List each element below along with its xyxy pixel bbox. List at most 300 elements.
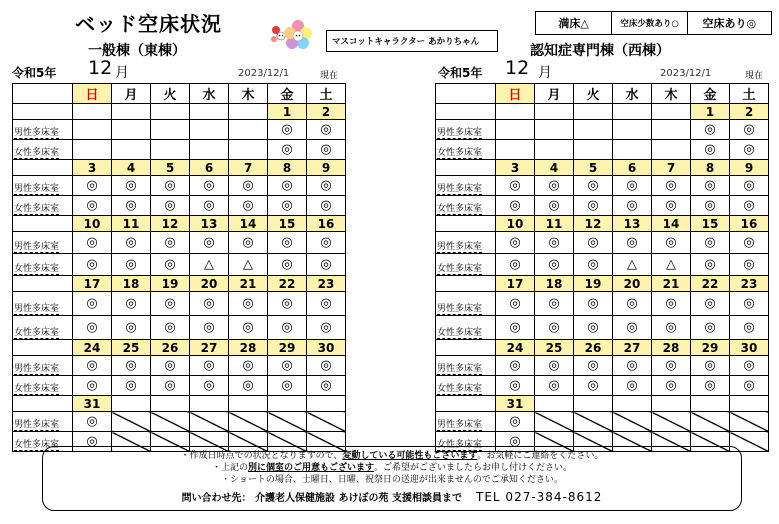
notice-text: ・作成日時点での状況となりますので、 <box>180 451 343 461</box>
room-label-text: 女性多床室 <box>437 384 483 394</box>
weekday-header: 月 <box>535 84 574 104</box>
date-cell: 4 <box>535 160 574 176</box>
room-label <box>13 412 73 432</box>
male-room-row <box>13 292 346 316</box>
availability-cell: △ <box>652 254 691 276</box>
date-cell: 20 <box>190 276 229 292</box>
date-cell: 7 <box>652 160 691 176</box>
room-label-text: 男性多床室 <box>437 128 483 138</box>
female-room-row <box>436 376 769 396</box>
room-label <box>436 412 496 432</box>
female-room-row <box>13 316 346 340</box>
page-title: ベッド空床状況 <box>75 12 222 36</box>
availability-cell: ◎ <box>535 356 574 376</box>
availability-cell: ◎ <box>574 176 613 196</box>
availability-cell <box>652 120 691 140</box>
availability-cell: ◎ <box>268 356 307 376</box>
date-cell <box>496 104 535 120</box>
availability-cell: ◎ <box>691 176 730 196</box>
female-room-row <box>436 316 769 340</box>
male-room-row <box>13 412 346 432</box>
availability-cell: ◎ <box>613 316 652 340</box>
male-room-row <box>436 356 769 376</box>
availability-cell: ◎ <box>307 292 346 316</box>
availability-cell <box>73 140 112 160</box>
month-number: 12 <box>505 57 530 79</box>
weekday-header: 火 <box>574 84 613 104</box>
date-cell: 14 <box>229 216 268 232</box>
date-row-blank <box>13 160 73 176</box>
availability-cell: ◎ <box>190 176 229 196</box>
date-cell: 15 <box>691 216 730 232</box>
availability-cell <box>496 120 535 140</box>
notice-line-3: ・ショートの場合、土曜日、日曜、祝祭日の送迎が出来ませんのでご承知ください。 <box>221 475 563 485</box>
weekday-header: 木 <box>229 84 268 104</box>
availability-cell: ◎ <box>613 356 652 376</box>
date-cell: 22 <box>268 276 307 292</box>
availability-cell: ◎ <box>151 254 190 276</box>
availability-cell: ◎ <box>229 316 268 340</box>
date-cell: 26 <box>574 340 613 356</box>
unavailable-cell <box>613 412 652 432</box>
availability-cell <box>73 120 112 140</box>
date-cell: 31 <box>496 396 535 412</box>
availability-cell: △ <box>229 254 268 276</box>
room-label <box>436 196 496 216</box>
availability-cell: ◎ <box>307 376 346 396</box>
mascot-flower-icon <box>268 16 326 54</box>
female-room-row <box>436 140 769 160</box>
notice-text: ・上記の <box>211 463 248 473</box>
date-cell: 23 <box>730 276 769 292</box>
date-row-blank <box>13 396 73 412</box>
date-cell: 17 <box>73 276 112 292</box>
room-label <box>13 316 73 340</box>
room-label <box>13 254 73 276</box>
date-cell <box>229 396 268 412</box>
availability-cell: ◎ <box>730 356 769 376</box>
room-label-text: 女性多床室 <box>14 148 60 158</box>
date-cell: 18 <box>535 276 574 292</box>
availability-cell: ◎ <box>307 316 346 340</box>
weekday-header: 月 <box>112 84 151 104</box>
unavailable-cell <box>652 412 691 432</box>
availability-cell: ◎ <box>496 232 535 254</box>
date-cell: 23 <box>307 276 346 292</box>
availability-cell: ◎ <box>229 376 268 396</box>
date-row-blank <box>436 160 496 176</box>
female-room-row <box>436 196 769 216</box>
availability-cell: ◎ <box>73 292 112 316</box>
room-label-text: 男性多床室 <box>437 242 483 252</box>
weekday-header: 日 <box>73 84 112 104</box>
date-cell: 4 <box>112 160 151 176</box>
availability-cell <box>613 140 652 160</box>
date-cell: 28 <box>652 340 691 356</box>
availability-cell: ◎ <box>112 316 151 340</box>
room-label <box>436 176 496 196</box>
availability-cell: ◎ <box>613 292 652 316</box>
availability-cell: ◎ <box>730 176 769 196</box>
availability-cell: ◎ <box>652 356 691 376</box>
date-cell: 5 <box>151 160 190 176</box>
availability-cell: ◎ <box>229 356 268 376</box>
date-row-blank <box>436 104 496 120</box>
date-row <box>13 104 346 120</box>
availability-cell: ◎ <box>652 292 691 316</box>
availability-cell: ◎ <box>307 140 346 160</box>
date-label: 2023/12/1 <box>660 68 712 79</box>
date-cell: 14 <box>652 216 691 232</box>
availability-cell: ◎ <box>307 356 346 376</box>
date-cell <box>574 104 613 120</box>
availability-cell: ◎ <box>307 254 346 276</box>
date-row <box>13 160 346 176</box>
date-cell: 19 <box>574 276 613 292</box>
date-cell: 19 <box>151 276 190 292</box>
date-cell: 9 <box>307 160 346 176</box>
header-blank-cell <box>13 84 73 104</box>
date-cell: 27 <box>613 340 652 356</box>
room-label-text: 男性多床室 <box>437 420 483 430</box>
availability-cell: ◎ <box>496 432 535 452</box>
availability-cell: ◎ <box>574 376 613 396</box>
availability-cell: ◎ <box>496 412 535 432</box>
weekday-header: 土 <box>307 84 346 104</box>
availability-cell: ◎ <box>574 356 613 376</box>
availability-cell: ◎ <box>307 196 346 216</box>
availability-cell: ◎ <box>535 254 574 276</box>
date-row <box>436 276 769 292</box>
room-label-text: 女性多床室 <box>14 440 60 450</box>
availability-cell: ◎ <box>229 176 268 196</box>
availability-cell <box>151 140 190 160</box>
date-cell: 30 <box>307 340 346 356</box>
room-label <box>13 376 73 396</box>
availability-cell: ◎ <box>730 376 769 396</box>
availability-cell: ◎ <box>574 232 613 254</box>
male-room-row <box>436 232 769 254</box>
availability-cell: ◎ <box>652 316 691 340</box>
date-cell: 1 <box>268 104 307 120</box>
availability-cell: ◎ <box>496 376 535 396</box>
availability-cell: ◎ <box>730 292 769 316</box>
date-cell: 21 <box>652 276 691 292</box>
availability-cell: ◎ <box>613 196 652 216</box>
female-room-row <box>13 254 346 276</box>
date-cell: 21 <box>229 276 268 292</box>
legend-box <box>535 11 772 35</box>
date-cell <box>307 396 346 412</box>
weekday-header: 金 <box>691 84 730 104</box>
availability-cell: ◎ <box>229 232 268 254</box>
availability-cell: ◎ <box>268 316 307 340</box>
availability-cell: ◎ <box>73 412 112 432</box>
availability-cell: ◎ <box>73 196 112 216</box>
availability-cell: ◎ <box>151 232 190 254</box>
date-cell: 12 <box>574 216 613 232</box>
availability-cell <box>574 120 613 140</box>
room-label-text: 女性多床室 <box>437 204 483 214</box>
date-cell: 10 <box>496 216 535 232</box>
female-room-row <box>13 140 346 160</box>
era-label: 令和5年 <box>438 66 483 80</box>
date-cell: 11 <box>112 216 151 232</box>
date-cell: 30 <box>730 340 769 356</box>
notice-box <box>42 446 742 511</box>
availability-cell: ◎ <box>652 196 691 216</box>
availability-cell: ◎ <box>190 356 229 376</box>
availability-cell: ◎ <box>73 432 112 452</box>
availability-cell: ◎ <box>652 176 691 196</box>
availability-cell: ◎ <box>535 176 574 196</box>
weekday-header-row <box>13 84 346 104</box>
room-label <box>13 232 73 254</box>
unavailable-cell <box>190 412 229 432</box>
male-room-row <box>13 232 346 254</box>
date-cell: 25 <box>535 340 574 356</box>
availability-cell: ◎ <box>496 292 535 316</box>
notice-text: 。お気軽にご連絡をください。 <box>477 451 604 461</box>
availability-cell: ◎ <box>151 356 190 376</box>
availability-cell: ◎ <box>691 120 730 140</box>
date-cell: 16 <box>730 216 769 232</box>
room-label <box>436 120 496 140</box>
mascot-label: マスコットキャラクター あかりちゃん <box>326 30 498 52</box>
availability-cell <box>229 120 268 140</box>
availability-cell: ◎ <box>73 376 112 396</box>
availability-cell: ◎ <box>73 316 112 340</box>
date-cell: 31 <box>73 396 112 412</box>
availability-cell: ◎ <box>151 376 190 396</box>
room-label <box>13 196 73 216</box>
availability-cell: ◎ <box>691 292 730 316</box>
date-row-blank <box>13 276 73 292</box>
male-room-row <box>436 120 769 140</box>
unavailable-cell <box>112 412 151 432</box>
male-room-row <box>436 292 769 316</box>
availability-cell <box>535 120 574 140</box>
male-room-row <box>436 176 769 196</box>
weekday-header: 火 <box>151 84 190 104</box>
availability-cell: ◎ <box>307 232 346 254</box>
availability-cell: ◎ <box>112 292 151 316</box>
availability-cell: ◎ <box>268 120 307 140</box>
availability-cell: ◎ <box>112 176 151 196</box>
availability-cell: ◎ <box>73 232 112 254</box>
date-cell: 17 <box>496 276 535 292</box>
month-number: 12 <box>88 57 113 79</box>
date-cell: 9 <box>730 160 769 176</box>
availability-cell: ◎ <box>190 376 229 396</box>
unavailable-cell <box>307 412 346 432</box>
availability-cell: ◎ <box>151 176 190 196</box>
date-cell: 10 <box>73 216 112 232</box>
legend-few: 空床少数あり○ <box>612 12 687 34</box>
availability-cell <box>190 140 229 160</box>
contact-text: 問い合わせ先： 介護老人保健施設 あけぼの苑 支援相談員まで <box>181 493 463 504</box>
date-cell: 27 <box>190 340 229 356</box>
availability-cell: ◎ <box>730 196 769 216</box>
unavailable-cell <box>535 412 574 432</box>
notice-emphasis: 別に個室のご用意もございます <box>247 463 374 473</box>
date-cell: 6 <box>190 160 229 176</box>
east-calendar <box>12 83 346 452</box>
availability-cell: ◎ <box>112 356 151 376</box>
availability-cell <box>652 140 691 160</box>
availability-cell <box>574 140 613 160</box>
female-room-row <box>436 254 769 276</box>
room-label <box>13 140 73 160</box>
date-row <box>436 340 769 356</box>
room-label <box>436 254 496 276</box>
date-cell <box>112 104 151 120</box>
availability-cell: ◎ <box>190 316 229 340</box>
date-cell <box>535 104 574 120</box>
date-cell: 24 <box>73 340 112 356</box>
male-room-row <box>13 120 346 140</box>
availability-cell: ◎ <box>190 292 229 316</box>
date-cell <box>151 104 190 120</box>
legend-full: 満床△ <box>536 12 612 34</box>
as-of-label: 現在 <box>320 71 339 81</box>
date-row-blank <box>436 396 496 412</box>
date-cell <box>613 396 652 412</box>
date-cell <box>73 104 112 120</box>
room-label-text: 男性多床室 <box>14 242 60 252</box>
availability-cell: ◎ <box>574 196 613 216</box>
room-label-text: 女性多床室 <box>14 264 60 274</box>
notice-line-2 <box>43 462 741 474</box>
availability-cell: △ <box>190 254 229 276</box>
availability-cell: ◎ <box>691 196 730 216</box>
room-label <box>436 232 496 254</box>
date-cell: 3 <box>73 160 112 176</box>
date-label: 2023/12/1 <box>238 68 290 79</box>
date-cell <box>574 396 613 412</box>
availability-cell: ◎ <box>730 316 769 340</box>
availability-cell: ◎ <box>730 254 769 276</box>
date-cell: 26 <box>151 340 190 356</box>
availability-cell: ◎ <box>691 316 730 340</box>
availability-cell: △ <box>613 254 652 276</box>
unavailable-cell <box>574 412 613 432</box>
date-row <box>13 396 346 412</box>
male-room-row <box>13 356 346 376</box>
date-cell: 29 <box>268 340 307 356</box>
availability-cell: ◎ <box>112 196 151 216</box>
availability-cell: ◎ <box>73 356 112 376</box>
unavailable-cell <box>730 412 769 432</box>
room-label <box>436 376 496 396</box>
availability-cell: ◎ <box>691 254 730 276</box>
date-cell <box>190 396 229 412</box>
room-label-text: 女性多床室 <box>14 328 60 338</box>
availability-cell: ◎ <box>73 176 112 196</box>
as-of-label: 現在 <box>745 71 764 81</box>
room-label <box>436 140 496 160</box>
date-row <box>436 160 769 176</box>
notice-text: 。ご希望がございましたらお申し付けください。 <box>374 463 573 473</box>
weekday-header: 金 <box>268 84 307 104</box>
room-label-text: 男性多床室 <box>437 364 483 374</box>
room-label-text: 男性多床室 <box>14 364 60 374</box>
date-row-blank <box>436 340 496 356</box>
availability-cell: ◎ <box>496 356 535 376</box>
east-ward-title: 一般棟（東棟） <box>88 43 186 59</box>
date-cell: 2 <box>307 104 346 120</box>
availability-cell: ◎ <box>151 292 190 316</box>
availability-cell: ◎ <box>268 140 307 160</box>
date-cell <box>190 104 229 120</box>
availability-cell: ◎ <box>190 232 229 254</box>
date-row <box>13 340 346 356</box>
weekday-header: 土 <box>730 84 769 104</box>
date-cell: 25 <box>112 340 151 356</box>
availability-cell: ◎ <box>268 376 307 396</box>
date-cell: 13 <box>613 216 652 232</box>
date-row <box>436 104 769 120</box>
availability-cell: ◎ <box>496 316 535 340</box>
availability-cell <box>613 120 652 140</box>
room-label <box>13 356 73 376</box>
room-label-text: 男性多床室 <box>14 184 60 194</box>
west-calendar <box>435 83 769 452</box>
availability-cell: ◎ <box>190 196 229 216</box>
availability-cell: ◎ <box>268 232 307 254</box>
date-cell <box>730 396 769 412</box>
availability-cell <box>112 140 151 160</box>
room-label-text: 女性多床室 <box>14 204 60 214</box>
unavailable-cell <box>268 412 307 432</box>
room-label <box>436 316 496 340</box>
date-cell <box>535 396 574 412</box>
date-cell <box>691 396 730 412</box>
contact-tel: TEL 027-384-8612 <box>476 490 603 504</box>
availability-cell <box>151 120 190 140</box>
notice-line-1 <box>43 450 741 462</box>
female-room-row <box>13 376 346 396</box>
availability-cell: ◎ <box>268 254 307 276</box>
availability-cell: ◎ <box>613 376 652 396</box>
era-label: 令和5年 <box>12 66 57 80</box>
availability-cell: ◎ <box>268 196 307 216</box>
availability-cell: ◎ <box>112 376 151 396</box>
date-cell: 13 <box>190 216 229 232</box>
availability-cell: ◎ <box>73 254 112 276</box>
availability-cell: ◎ <box>652 376 691 396</box>
availability-cell: ◎ <box>535 292 574 316</box>
availability-cell: ◎ <box>229 196 268 216</box>
date-cell: 3 <box>496 160 535 176</box>
date-cell: 15 <box>268 216 307 232</box>
room-label-text: 男性多床室 <box>437 304 483 314</box>
weekday-header: 日 <box>496 84 535 104</box>
room-label-text: 男性多床室 <box>14 420 60 430</box>
room-label-text: 男性多床室 <box>14 128 60 138</box>
date-row <box>436 216 769 232</box>
availability-cell: ◎ <box>691 232 730 254</box>
availability-cell: ◎ <box>574 316 613 340</box>
availability-cell <box>535 140 574 160</box>
date-row-blank <box>436 276 496 292</box>
date-cell <box>652 396 691 412</box>
availability-cell: ◎ <box>730 140 769 160</box>
availability-cell: ◎ <box>691 376 730 396</box>
month-unit: 月 <box>115 65 129 81</box>
room-label <box>13 176 73 196</box>
date-cell <box>613 104 652 120</box>
